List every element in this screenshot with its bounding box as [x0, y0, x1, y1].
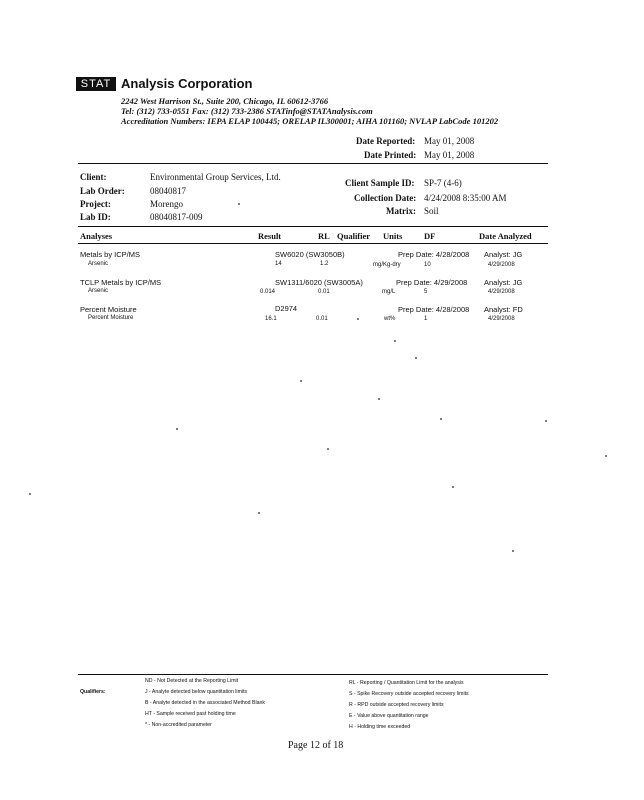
project-value: Morengo: [150, 199, 183, 209]
qualifier-note: * - Non-accredited parameter: [145, 722, 212, 728]
qualifier-note: H - Holding time exceeded: [349, 724, 411, 730]
analyte-date: 4/29/2008: [488, 289, 515, 295]
group-name: TCLP Metals by ICP/MS: [80, 278, 162, 287]
analyte-result: 0.014: [260, 289, 276, 295]
group-prep-date: Prep Date: 4/28/2008: [398, 305, 470, 314]
col-analyses: Analyses: [80, 231, 113, 241]
scan-speck: [512, 550, 514, 552]
table-header-rule: [78, 243, 548, 244]
group-analyst: Analyst: JG: [484, 250, 523, 259]
qualifier-note: E - Value above quantitation range: [349, 713, 429, 719]
project-label: Project:: [80, 199, 111, 209]
lab-id-value: 08040817-009: [150, 212, 203, 222]
qualifier-note: R - RPD outside accepted recovery limits: [349, 702, 444, 708]
scan-speck: [238, 203, 240, 205]
company-contact: Tel: (312) 733-0551 Fax: (312) 733-2386 STATinfo@STATAnalysis.com: [121, 106, 373, 116]
matrix-label: Matrix:: [386, 206, 416, 216]
lab-order-value: 08040817: [150, 186, 186, 196]
company-address: 2242 West Harrison St., Suite 200, Chicago, IL 60612-3766: [121, 96, 329, 106]
lab-order-label: Lab Order:: [80, 186, 125, 196]
analyte-rl: 0.01: [318, 289, 330, 295]
group-name: Metals by ICP/MS: [80, 250, 141, 259]
group-analyst: Analyst: JG: [484, 278, 523, 287]
date-reported-value: May 01, 2008: [424, 136, 475, 146]
analyte-df: 10: [424, 262, 431, 268]
col-result: Result: [258, 231, 282, 241]
col-units: Units: [383, 231, 403, 241]
client-value: Environmental Group Services, Ltd.: [150, 172, 281, 182]
analyte-date: 4/29/2008: [488, 316, 515, 322]
analyte-result: 14: [275, 261, 282, 267]
date-printed-value: May 01, 2008: [424, 150, 475, 160]
scan-speck: [378, 398, 380, 400]
analyte-units: mg/L: [382, 289, 396, 295]
col-rl: RL: [318, 231, 330, 241]
col-df: DF: [424, 231, 436, 241]
client-sample-id-label: Client Sample ID:: [345, 178, 415, 188]
qualifier-note: ND - Not Detected at the Reporting Limit: [145, 678, 239, 684]
company-name: Analysis Corporation: [121, 76, 253, 91]
scan-speck: [300, 380, 302, 382]
scan-speck: [545, 420, 547, 422]
group-method: SW1311/6020 (SW3005A): [275, 278, 363, 287]
col-date-analyzed: Date Analyzed: [479, 231, 532, 241]
analyte-rl: 1.2: [320, 261, 329, 267]
scan-speck: [327, 448, 329, 450]
stat-logo: STAT: [76, 77, 116, 91]
qualifier-note: RL - Reporting / Quantitation Limit for the analysis: [349, 680, 464, 686]
scan-speck: [440, 418, 442, 420]
qualifier-note: HT - Sample received past holding time: [145, 711, 236, 717]
table-top-rule: [78, 226, 548, 227]
col-qualifier: Qualifier: [337, 231, 371, 241]
lab-id-label: Lab ID:: [80, 212, 111, 222]
client-sample-id-value: SP-7 (4-6): [424, 178, 462, 188]
scan-speck: [176, 428, 178, 430]
scan-speck: [29, 493, 31, 495]
date-reported-label: Date Reported:: [356, 136, 416, 146]
group-analyst: Analyst: FD: [484, 305, 523, 314]
analyte-name: Arsenic: [88, 288, 109, 294]
date-printed-label: Date Printed:: [364, 150, 417, 160]
scan-speck: [605, 455, 607, 457]
analyte-units: wt%: [384, 316, 396, 322]
analyte-name: Arsenic: [88, 261, 109, 267]
collection-date-label: Collection Date:: [354, 193, 417, 203]
scan-speck: [415, 357, 417, 359]
scan-speck: [258, 512, 260, 514]
group-prep-date: Prep Date: 4/29/2008: [396, 278, 468, 287]
analyte-name: Percent Moisture: [88, 315, 134, 321]
analyte-df: 5: [424, 289, 428, 295]
group-method: SW6020 (SW3050B): [275, 250, 345, 259]
analyte-rl: 0.01: [316, 316, 328, 322]
group-name: Percent Moisture: [80, 305, 137, 314]
group-prep-date: Prep Date: 4/28/2008: [398, 250, 470, 259]
header-rule: [78, 163, 548, 164]
client-label: Client:: [80, 172, 107, 182]
scan-speck: [452, 486, 454, 488]
accreditation-numbers: Accreditation Numbers: IEPA ELAP 100445; ORELAP IL300001; AIHA 101160; NVLAP LabCode 101202: [121, 116, 499, 126]
analyte-date: 4/29/2008: [488, 262, 515, 268]
analyte-df: 1: [424, 316, 428, 322]
footer-rule: [78, 674, 548, 675]
scan-speck: [394, 340, 396, 342]
page-number: Page 12 of 18: [288, 740, 344, 751]
scan-speck: [357, 318, 359, 320]
analyte-result: 16.1: [265, 316, 277, 322]
qualifier-note: B - Analyte detected in the associated Method Blank: [145, 700, 265, 706]
qualifier-note: J - Analyte detected below quantitation limits: [145, 689, 248, 695]
analyte-units: mg/Kg-dry: [373, 262, 401, 268]
qualifiers-label: Qualifiers:: [80, 689, 106, 695]
matrix-value: Soil: [424, 206, 439, 216]
qualifier-note: S - Spike Recovery outside accepted recovery limits: [349, 691, 469, 697]
group-method: D2974: [275, 304, 298, 313]
collection-date-value: 4/24/2008 8:35:00 AM: [424, 193, 507, 203]
